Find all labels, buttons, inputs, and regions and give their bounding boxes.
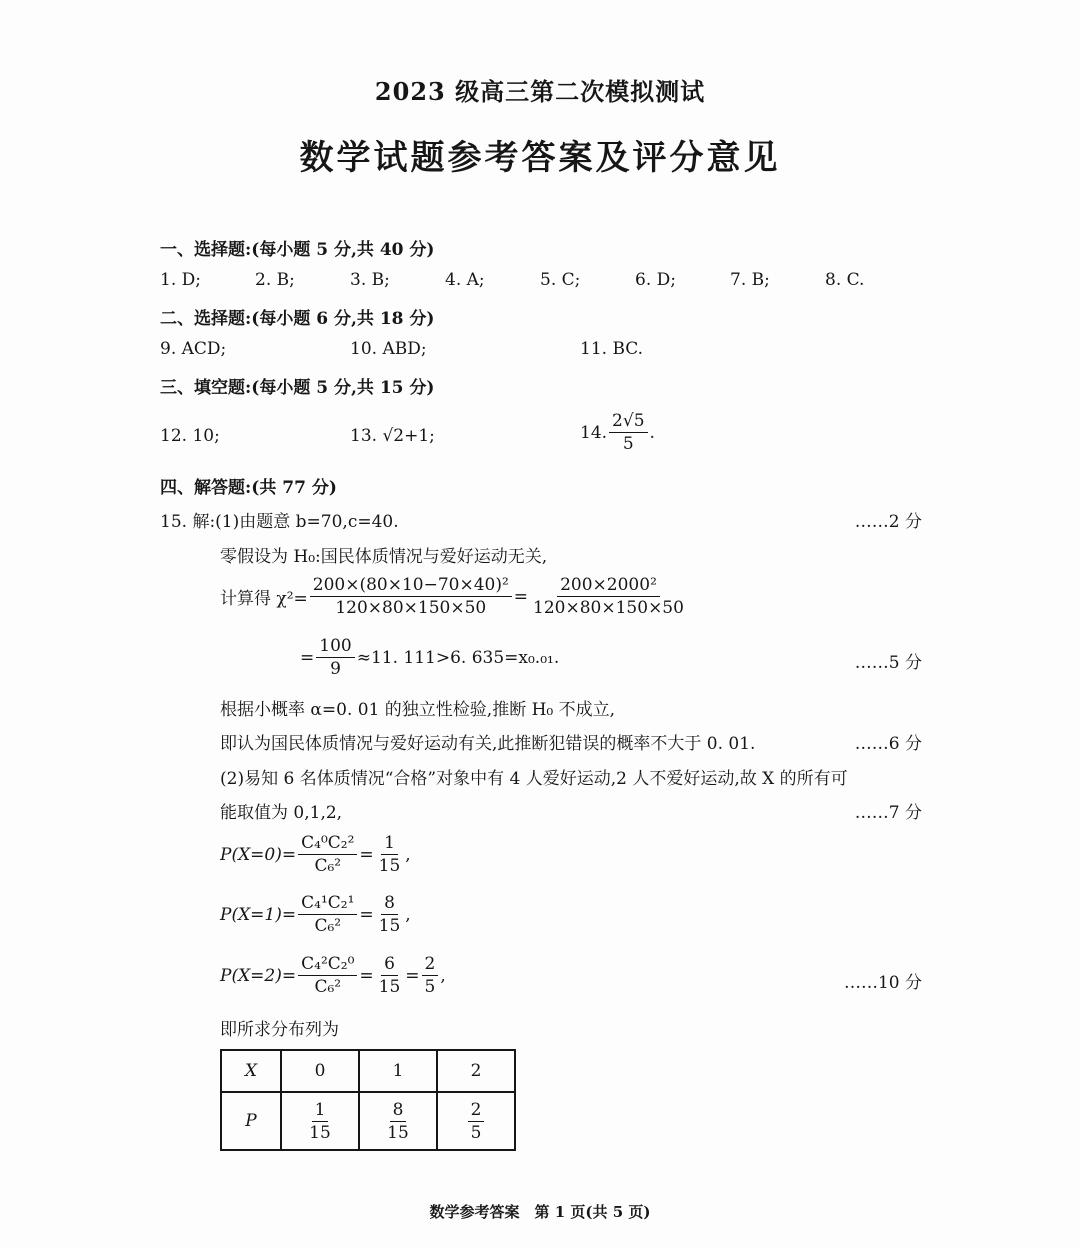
probability-x0: P(X=0)= $\frac{\text{C₄⁰C₂²}}{\text{C₆²}}$ = $\frac{1}{15}$ , bbox=[220, 833, 411, 876]
answer-2: 2. B; bbox=[255, 270, 295, 290]
score-mark: ……7 分 bbox=[854, 803, 922, 823]
table-row bbox=[221, 1050, 515, 1092]
conclusion-line-1: 根据小概率 α=0. 01 的独立性检验,推断 H₀ 不成立, bbox=[220, 700, 616, 720]
table-cell: 1 bbox=[359, 1050, 437, 1092]
table-cell bbox=[359, 1092, 437, 1150]
answer-7: 7. B; bbox=[730, 270, 770, 290]
q15-part1-line: 15. 解:(1)由题意 b=70,c=40. bbox=[160, 512, 399, 532]
exam-title: 2023 级高三第二次模拟测试 bbox=[374, 77, 706, 106]
section3-heading: 三、填空题:(每小题 5 分,共 15 分) bbox=[160, 378, 435, 398]
chi-square-result-fraction: $\frac{100}{9}$ bbox=[316, 635, 354, 680]
section1-heading: 一、选择题:(每小题 5 分,共 40 分) bbox=[160, 240, 435, 260]
answer-4: 4. A; bbox=[445, 270, 485, 290]
null-hypothesis-line: 零假设为 H₀:国民体质情况与爱好运动无关, bbox=[220, 547, 548, 567]
answer-5: 5. C; bbox=[540, 270, 581, 290]
answer-14-fraction: $\frac{2√5}{5}$ bbox=[609, 410, 647, 455]
answer-8: 8. C. bbox=[825, 270, 865, 290]
answer-13: 13. √2+1; bbox=[350, 426, 435, 446]
table-fraction: $\frac{2}{5}$ bbox=[468, 1099, 485, 1144]
page-footer: 数学参考答案 第 1 页(共 5 页) bbox=[429, 1203, 651, 1221]
conclusion-line-2: 即认为国民体质情况与爱好运动有关,此推断犯错误的概率不大于 0. 01. bbox=[220, 734, 756, 754]
answer-6: 6. D; bbox=[635, 270, 676, 290]
table-row bbox=[221, 1092, 515, 1150]
document-title: 数学试题参考答案及评分意见 bbox=[299, 138, 781, 178]
p1-fraction-2: $\frac{8}{15}$ bbox=[378, 893, 401, 936]
p2-fraction-3: $\frac{2}{5}$ bbox=[422, 953, 439, 998]
answer-12: 12. 10; bbox=[160, 426, 220, 446]
part2-line-2: 能取值为 0,1,2, bbox=[220, 803, 343, 823]
probability-x1: P(X=1)= $\frac{\text{C₄¹C₂¹}}{\text{C₆²}}$ = $\frac{8}{15}$ , bbox=[220, 893, 411, 936]
chi-square-fraction-2: $\frac{\text{200×2000²}}{120\times 80\times 150\times 50}$ bbox=[533, 575, 684, 618]
table-fraction: $\frac{8}{15}$ bbox=[387, 1099, 409, 1143]
section2-heading: 二、选择题:(每小题 6 分,共 18 分) bbox=[160, 309, 435, 329]
score-mark: ……10 分 bbox=[843, 973, 922, 993]
part2-line-1: (2)易知 6 名体质情况“合格”对象中有 4 人爱好运动,2 人不爱好运动,故 X 的所有可 bbox=[220, 769, 848, 789]
chi-square-formula: 计算得 χ²= $\frac{\text{200×(80×10−70×40)²}}{120\times 80\times 150\times 50}$ = $\frac{\text{200×2000²}}{120\times 80\times 150\times 50}$ bbox=[220, 574, 689, 619]
distribution-table bbox=[220, 1049, 516, 1151]
answer-9: 9. ACD; bbox=[160, 339, 227, 359]
probability-x2: P(X=2)= $\frac{\text{C₄²C₂⁰}}{\text{C₆²}}$ = $\frac{6}{15}$ = $\frac{2}{5}$ , bbox=[220, 954, 446, 997]
answer-11: 11. BC. bbox=[580, 339, 644, 359]
p2-fraction-1: $\frac{\text{C₄²C₂⁰}}{\text{C₆²}}$ bbox=[298, 953, 357, 998]
answer-14: 14. $\frac{2√5}{5}$ . bbox=[580, 411, 655, 454]
score-mark: ……5 分 bbox=[854, 653, 922, 673]
table-fraction: $\frac{1}{15}$ bbox=[309, 1099, 331, 1143]
p0-fraction-1: $\frac{\text{C₄⁰C₂²}}{\text{C₆²}}$ bbox=[298, 832, 357, 877]
p1-fraction-1: $\frac{\text{C₄¹C₂¹}}{\text{C₆²}}$ bbox=[298, 892, 357, 937]
table-header-x: X bbox=[221, 1050, 281, 1092]
distribution-intro: 即所求分布列为 bbox=[220, 1020, 339, 1040]
p2-fraction-2: $\frac{6}{15}$ bbox=[378, 954, 401, 997]
chi-square-fraction-1: $\frac{\text{200×(80×10−70×40)²}}{120\times 80\times 150\times 50}$ bbox=[310, 574, 512, 619]
answer-13-value: √2+1; bbox=[382, 426, 435, 446]
answer-10: 10. ABD; bbox=[350, 339, 427, 359]
section4-heading: 四、解答题:(共 77 分) bbox=[160, 478, 337, 498]
score-mark: ……6 分 bbox=[854, 734, 922, 754]
table-header-p: P bbox=[221, 1092, 281, 1150]
table-cell bbox=[281, 1092, 359, 1150]
chi-square-result: = $\frac{100}{9}$ ≈11. 111>6. 635=x₀.₀₁. bbox=[300, 636, 560, 679]
table-cell: 0 bbox=[281, 1050, 359, 1092]
p0-fraction-2: $\frac{1}{15}$ bbox=[378, 833, 401, 876]
table-cell bbox=[437, 1092, 515, 1150]
answer-3: 3. B; bbox=[350, 270, 390, 290]
table-cell: 2 bbox=[437, 1050, 515, 1092]
answer-1: 1. D; bbox=[160, 270, 201, 290]
score-mark: ……2 分 bbox=[854, 512, 922, 532]
